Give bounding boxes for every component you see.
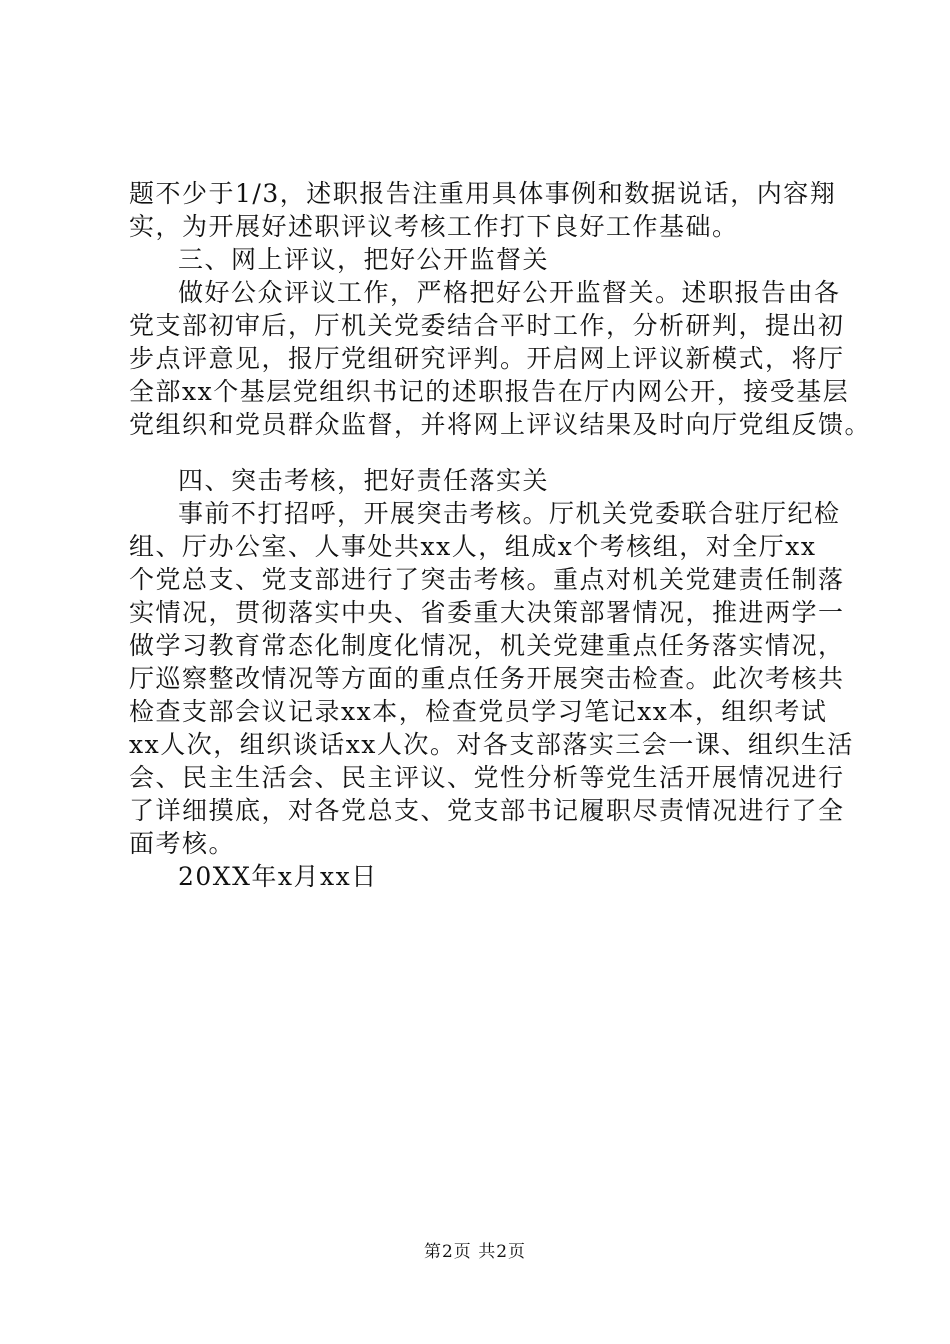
body-text-line: 实，为开展好述职评议考核工作打下良好工作基础。 (129, 212, 739, 241)
document-date: 20XX年x月xx日 (178, 862, 378, 891)
body-text-line: 党组织和党员群众监督，并将网上评议结果及时向厅党组反馈。 (129, 410, 872, 439)
section-heading-4: 四、突击考核，把好责任落实关 (178, 466, 550, 495)
body-text-line: 厅巡察整改情况等方面的重点任务开展突击检查。此次考核共 (129, 664, 845, 693)
body-text-line: 会、民主生活会、民主评议、党性分析等党生活开展情况进行 (129, 763, 845, 792)
body-text-line: 组、厅办公室、人事处共xx人，组成x个考核组，对全厅xx (129, 532, 817, 561)
body-text-line: 事前不打招呼，开展突击考核。厅机关党委联合驻厅纪检 (178, 499, 841, 528)
body-text-line: 实情况，贯彻落实中央、省委重大决策部署情况，推进两学一 (129, 598, 845, 627)
body-text-line: 检查支部会议记录xx本，检查党员学习笔记xx本，组织考试 (129, 697, 828, 726)
body-text-line: 个党总支、党支部进行了突击考核。重点对机关党建责任制落 (129, 565, 845, 594)
body-text-line: 面考核。 (129, 829, 236, 858)
body-text-line: 全部xx个基层党组织书记的述职报告在厅内网公开，接受基层 (129, 377, 850, 406)
body-text-line: xx人次，组织谈话xx人次。对各支部落实三会一课、组织生活 (129, 730, 854, 759)
section-heading-3: 三、网上评议，把好公开监督关 (178, 245, 550, 274)
body-text-line: 做学习教育常态化制度化情况，机关党建重点任务落实情况， (129, 631, 845, 660)
body-text-line: 题不少于1/3，述职报告注重用具体事例和数据说话，内容翔 (129, 179, 837, 208)
page-number-footer: 第2页 共2页 (423, 1242, 527, 1262)
body-text-line: 做好公众评议工作，严格把好公开监督关。述职报告由各 (178, 278, 841, 307)
body-text-line: 步点评意见，报厅党组研究评判。开启网上评议新模式，将厅 (129, 344, 845, 373)
body-text-line: 了详细摸底，对各党总支、党支部书记履职尽责情况进行了全 (129, 796, 845, 825)
body-text-line: 党支部初审后，厅机关党委结合平时工作，分析研判，提出初 (129, 311, 845, 340)
